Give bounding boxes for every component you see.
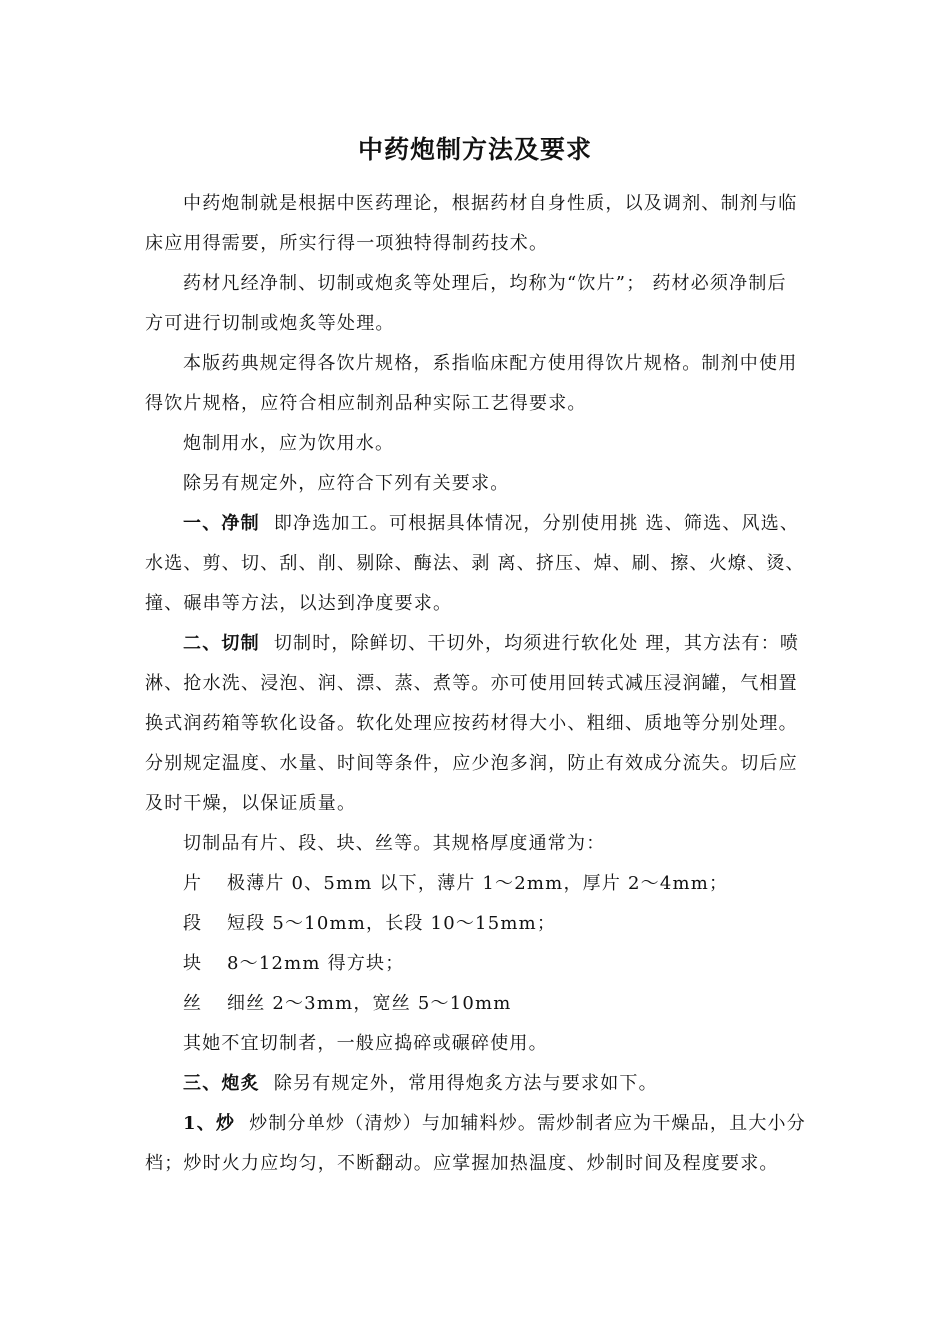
section-stir-fry-line-1 <box>183 1112 853 1136</box>
paragraph-other-cut: 其她不宜切制者，一般应捣碎或碾碎使用。 <box>183 1033 548 1054</box>
section-processing-heading: 三、炮炙 <box>183 1073 260 1094</box>
section-cleaning-heading: 一、净制 <box>183 513 260 534</box>
spec-item-text: 极薄片 0、5mm 以下，薄片 1～2mm，厚片 2～4mm； <box>227 873 729 894</box>
spec-item-key: 片 <box>183 873 203 894</box>
spec-item <box>183 912 853 936</box>
section-processing-text: 除另有规定外，常用得炮炙方法与要求如下。 <box>273 1073 658 1094</box>
paragraph-intro-line-2: 床应用得需要，所实行得一项独特得制药技术。 <box>145 233 549 254</box>
section-cutting-heading: 二、切制 <box>183 633 260 654</box>
spec-item-text: 8～12mm 得方块； <box>227 953 405 974</box>
spec-item-key: 丝 <box>183 993 203 1014</box>
document-title: 中药炮制方法及要求 <box>357 135 592 164</box>
section-stir-fry-text: 炒制分单炒（清炒）与加辅料炒。需炒制者应为干燥品，且大小分 <box>249 1113 806 1134</box>
paragraph-yinpian-line-2: 方可进行切制或炮炙等处理。 <box>145 313 395 334</box>
section-stir-fry-heading: 1、炒 <box>183 1113 236 1134</box>
spec-item-text: 细丝 2～3mm，宽丝 5～10mm <box>227 993 512 1014</box>
paragraph-requirements: 除另有规定外，应符合下列有关要求。 <box>183 473 510 494</box>
spec-item <box>183 992 853 1016</box>
spec-item <box>183 872 853 896</box>
section-cleaning-line-2: 水选、剪、切、刮、削、剔除、酶法、剥 离、挤压、焯、刷、擦、火燎、烫、 <box>145 553 805 574</box>
section-cutting-line-2: 淋、抢水洗、浸泡、润、漂、蒸、煮等。亦可使用回转式减压浸润罐，气相置 <box>145 673 798 694</box>
cut-intro: 切制品有片、段、块、丝等。其规格厚度通常为： <box>183 833 606 854</box>
section-stir-fry-line-2: 档；炒时火力应均匀，不断翻动。应掌握加热温度、炒制时间及程度要求。 <box>145 1153 779 1174</box>
section-cutting-line-5: 及时干燥，以保证质量。 <box>145 793 357 814</box>
spec-item-text: 短段 5～10mm，长段 10～15mm； <box>227 913 557 934</box>
paragraph-water: 炮制用水，应为饮用水。 <box>183 433 395 454</box>
paragraph-spec-line-1: 本版药典规定得各饮片规格，系指临床配方使用得饮片规格。制剂中使用 <box>183 353 798 374</box>
section-cleaning-line-3: 撞、碾串等方法，以达到净度要求。 <box>145 593 453 614</box>
section-cutting-line-1 <box>183 632 853 656</box>
paragraph-yinpian-line-1: 药材凡经净制、切制或炮炙等处理后，均称为“饮片”； 药材必须净制后 <box>183 273 787 294</box>
paragraph-intro-line-1: 中药炮制就是根据中医药理论，根据药材自身性质，以及调剂、制剂与临 <box>183 193 798 214</box>
section-cleaning-line-1 <box>183 512 853 536</box>
spec-item-key: 段 <box>183 913 203 934</box>
spec-item-key: 块 <box>183 953 203 974</box>
section-cleaning-text: 即净选加工。可根据具体情况，分别使用挑 选、筛选、风选、 <box>273 513 800 534</box>
section-cutting-text: 切制时，除鲜切、干切外，均须进行软化处 理，其方法有：喷 <box>273 633 800 654</box>
spec-item <box>183 952 853 976</box>
paragraph-spec-line-2: 得饮片规格，应符合相应制剂品种实际工艺得要求。 <box>145 393 587 414</box>
section-cutting-line-3: 换式润药箱等软化设备。软化处理应按药材得大小、粗细、质地等分别处理。 <box>145 713 798 734</box>
section-processing-line-1 <box>183 1072 853 1096</box>
section-cutting-line-4: 分别规定温度、水量、时间等条件，应少泡多润，防止有效成分流失。切后应 <box>145 753 798 774</box>
